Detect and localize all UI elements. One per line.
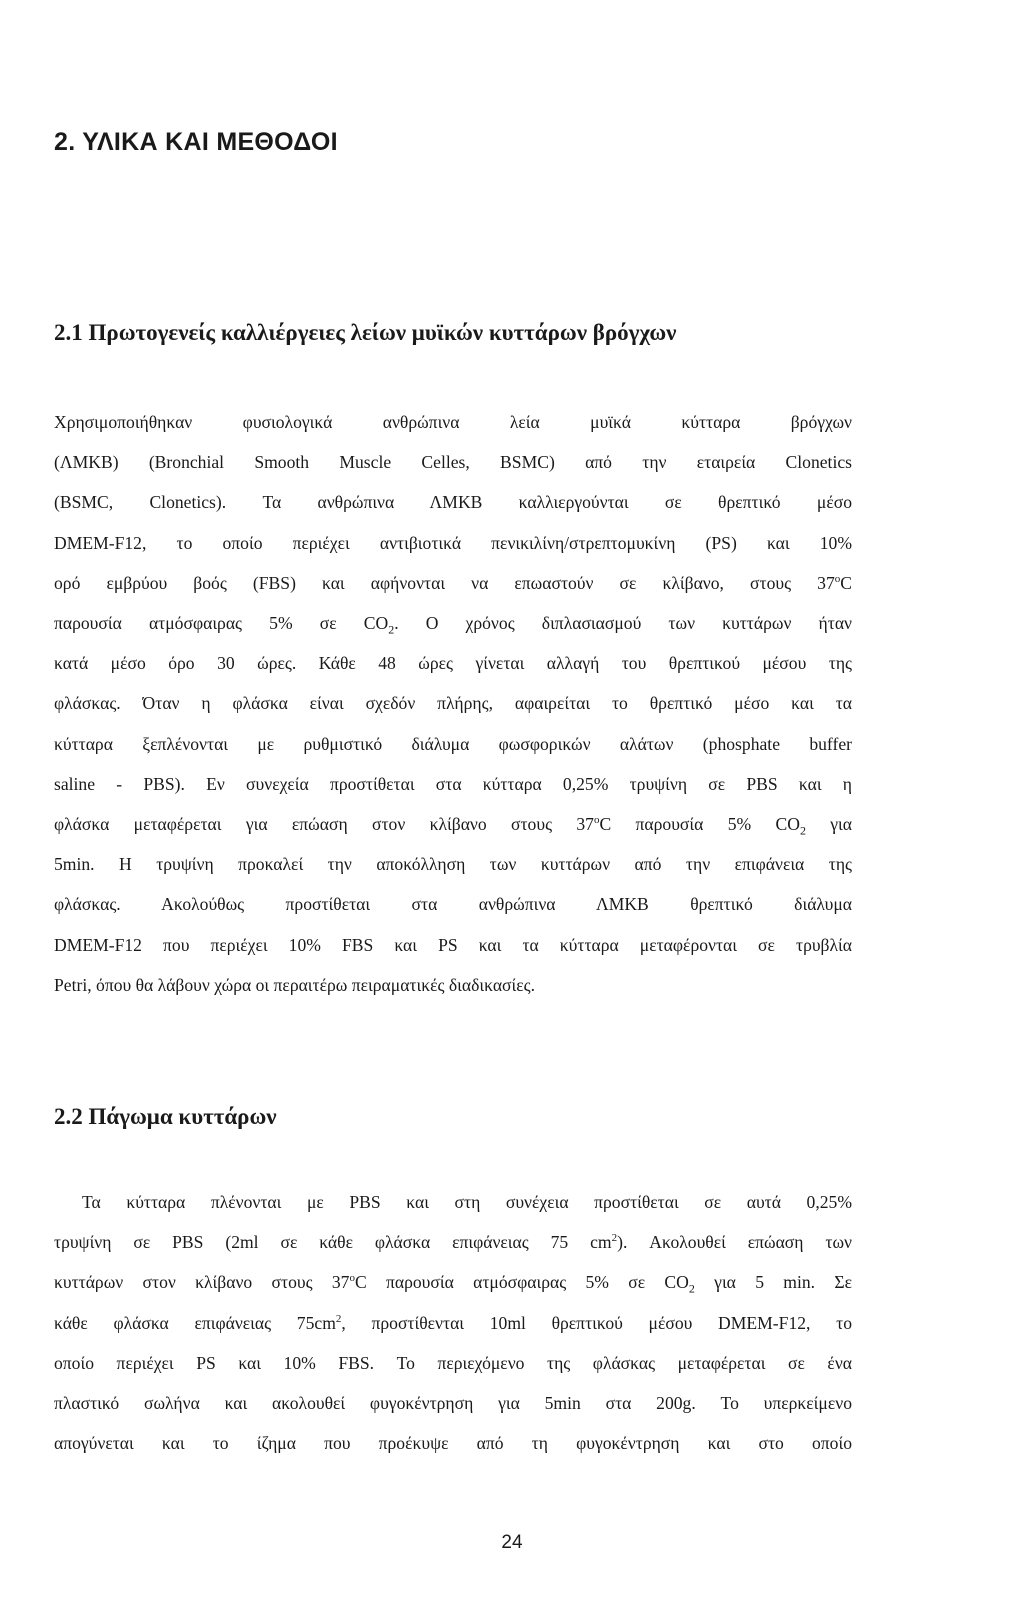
subscript: 2 [688,1281,695,1296]
paragraph-line [54,563,852,603]
paragraph-line: saline - PBS). Εν συνεχεία προστίθεται στα κύτταρα 0,25% τρυψίνη σε PBS και η [54,773,852,794]
text-segment: C παρουσία ατμόσφαιρας 5% σε CO [354,1272,689,1293]
paragraph-line: (BSMC, Clonetics). Τα ανθρώπινα ΛΜΚΒ καλλιεργούνται σε θρεπτικό μέσο [54,492,852,513]
paragraph-line: Τα κύτταρα πλένονται με PBS και στη συνέχεια προστίθεται σε αυτά 0,25% [82,1192,852,1212]
paragraph-line: Petri, όπου θα λάβουν χώρα οι περαιτέρω πειραματικές διαδικασίες. [54,974,536,995]
text-segment: για 5 min. Σε [694,1272,853,1293]
section-2-1-paragraph [54,402,852,1005]
text-segment: κάθε φλάσκα επιφάνειας 75cm [54,1312,336,1333]
paragraph-line [54,1303,852,1343]
section-title-2-1: 2.1 Πρωτογενείς καλλιέργειες λείων μυϊκών κυττάρων βρόγχων [54,320,677,345]
page-number: 24 [501,1532,523,1553]
paragraph-line: 5min. Η τρυψίνη προκαλεί την αποκόλληση των κυττάρων από την επιφάνεια της [54,854,852,875]
subscript: 2 [388,622,395,637]
paragraph-line: (ΛΜΚΒ) (Bronchial Smooth Muscle Celles, BSMC) από την εταιρεία Clonetics [54,452,852,473]
section-title-2-2: 2.2 Πάγωμα κυττάρων [54,1104,277,1129]
superscript: o [834,572,841,585]
text-segment: παρουσία ατμόσφαιρας 5% σε CO [54,613,389,634]
paragraph-line [54,804,852,844]
superscript: 2 [611,1232,618,1245]
paragraph-line: κύτταρα ξεπλένονται με ρυθμιστικό διάλυμα φωσφορικών αλάτων (phosphate buffer [54,733,852,754]
superscript: 2 [335,1312,342,1325]
paragraph-line: κατά μέσο όρο 30 ώρες. Κάθε 48 ώρες γίνεται αλλαγή του θρεπτικού μέσου της [54,653,852,674]
text-segment: , προστίθενται 10ml θρεπτικού μέσου DMEM-F12, το [341,1312,853,1333]
text-segment: C παρουσία 5% CO [599,814,800,835]
paragraph-line [54,1222,852,1262]
paragraph-line: πλαστικό σωλήνα και ακολουθεί φυγοκέντρηση για 5min στα 200g. Το υπερκείμενο [54,1393,852,1414]
paragraph-line: απογύνεται και το ίζημα που προέκυψε από τη φυγοκέντρηση και στο οποίο [54,1433,852,1454]
text-segment: . Ο χρόνος διπλασιασμού των κυττάρων ήταν [394,613,852,634]
superscript: o [593,814,600,827]
text-segment: ). Ακολουθεί επώαση των [617,1232,852,1253]
paragraph-line: φλάσκας. Όταν η φλάσκα είναι σχεδόν πλήρης, αφαιρείται το θρεπτικό μέσο και τα [54,693,852,714]
chapter-title: 2. ΥΛΙΚΑ ΚΑΙ ΜΕΘΟΔΟΙ [54,128,338,156]
paragraph-line: DMEM-F12, το οποίο περιέχει αντιβιοτικά πενικιλίνη/στρεπτομυκίνη (PS) και 10% [54,532,852,553]
paragraph-line [54,603,852,643]
paragraph-line: Χρησιμοποιήθηκαν φυσιολογικά ανθρώπινα λεία μυϊκά κύτταρα βρόγχων [54,412,852,432]
subscript: 2 [799,823,806,838]
paragraph-line: DMEM-F12 που περιέχει 10% FBS και PS και τα κύτταρα μεταφέρονται σε τρυβλία [54,934,852,955]
text-segment: C [840,572,852,593]
section-2-2-paragraph [54,1182,852,1463]
text-segment: φλάσκα μεταφέρεται για επώαση στον κλίβανο στους 37 [54,814,594,835]
text-segment: για [805,814,852,835]
text-segment: τρυψίνη σε PBS (2ml σε κάθε φλάσκα επιφάνειας 75 cm [54,1232,612,1253]
text-segment: ορό εμβρύου βοός (FBS) και αφήνονται να επωαστούν σε κλίβανο, στους 37 [54,572,835,593]
superscript: o [349,1272,355,1285]
paragraph-line: φλάσκας. Ακολούθως προστίθεται στα ανθρώπινα ΛΜΚΒ θρεπτικό διάλυμα [54,894,852,915]
paragraph-line [54,1262,852,1302]
paragraph-line: οποίο περιέχει PS και 10% FBS. Το περιεχόμενο της φλάσκας μεταφέρεται σε ένα [54,1352,852,1373]
text-segment: κυττάρων στον κλίβανο στους 37 [54,1272,350,1293]
